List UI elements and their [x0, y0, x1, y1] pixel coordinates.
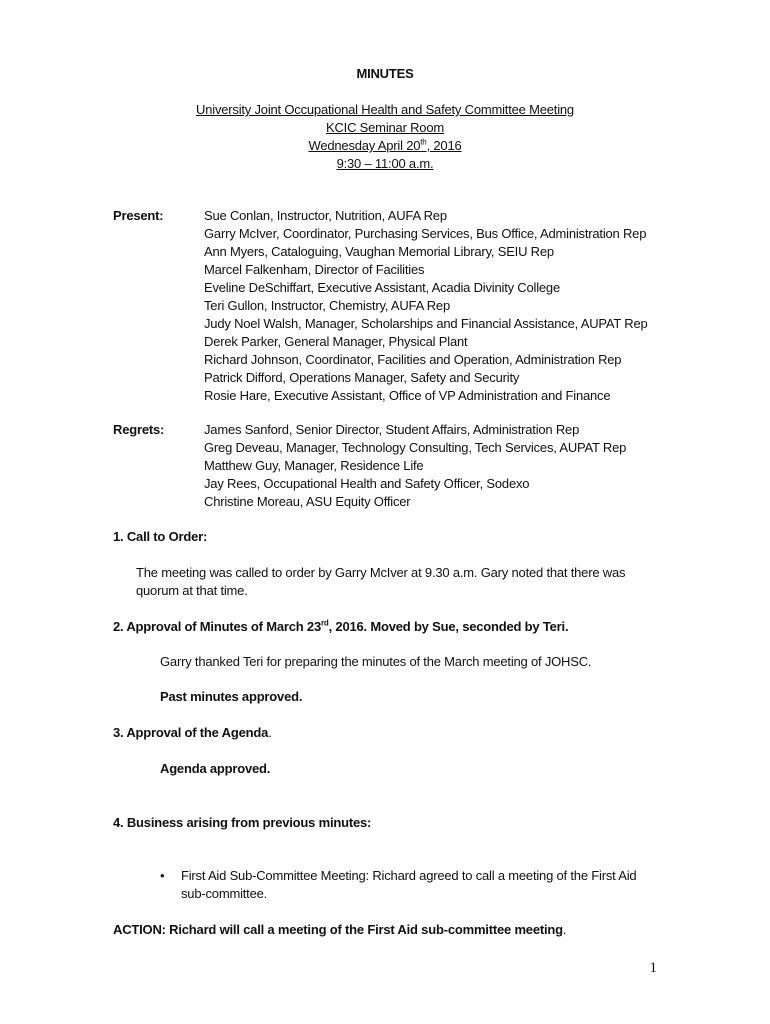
meeting-time: 9:30 – 11:00 a.m. [336, 156, 434, 171]
attendee: Teri Gullon, Instructor, Chemistry, AUFA Rep [204, 298, 450, 313]
item4-bullet-line1: First Aid Sub-Committee Meeting: Richard agreed to call a meeting of the First Aid [181, 868, 637, 883]
regret-entry: James Sanford, Senior Director, Student Affairs, Administration Rep [204, 422, 580, 437]
attendee: Marcel Falkenham, Director of Facilities [204, 262, 425, 277]
regrets-label: Regrets: [113, 422, 165, 437]
page-number: 1 [649, 960, 657, 976]
meeting-room: KCIC Seminar Room [326, 120, 444, 135]
meeting-name: University Joint Occupational Health and Safety Committee Meeting [196, 102, 574, 117]
attendee: Ann Myers, Cataloguing, Vaughan Memorial Library, SEIU Rep [204, 244, 554, 259]
item3-result: Agenda approved. [160, 761, 271, 776]
regret-entry: Christine Moreau, ASU Equity Officer [204, 494, 411, 509]
present-label: Present: [113, 208, 164, 223]
attendee: Garry McIver, Coordinator, Purchasing Services, Bus Office, Administration Rep [204, 226, 647, 241]
item1-text-line1: The meeting was called to order by Garry McIver at 9.30 a.m. Gary noted that there was [136, 565, 626, 580]
item2-heading: 2. Approval of Minutes of March 23rd, 2016. Moved by Sue, seconded by Teri. [113, 618, 569, 634]
attendee: Eveline DeSchiffart, Executive Assistant, Acadia Divinity College [204, 280, 560, 295]
document-title: MINUTES [356, 66, 414, 81]
item4-heading: 4. Business arising from previous minutes: [113, 815, 372, 830]
regret-entry: Matthew Guy, Manager, Residence Life [204, 458, 424, 473]
regret-entry: Jay Rees, Occupational Health and Safety Officer, Sodexo [204, 476, 530, 491]
bullet-dot: • [160, 868, 165, 883]
attendee: Richard Johnson, Coordinator, Facilities and Operation, Administration Rep [204, 352, 622, 367]
item2-result: Past minutes approved. [160, 689, 303, 704]
present-list [204, 207, 648, 405]
item4-bullet-line2: sub-committee. [181, 886, 268, 901]
attendee: Judy Noel Walsh, Manager, Scholarships and Financial Assistance, AUPAT Rep [204, 316, 648, 331]
attendee: Derek Parker, General Manager, Physical Plant [204, 334, 468, 349]
attendee: Patrick Difford, Operations Manager, Safety and Security [204, 370, 520, 385]
item1-heading: 1. Call to Order: [113, 529, 208, 544]
regret-entry: Greg Deveau, Manager, Technology Consulting, Tech Services, AUPAT Rep [204, 440, 627, 455]
action-item: ACTION: Richard will call a meeting of the First Aid sub-committee meeting. [113, 922, 567, 937]
item1-text-line2: quorum at that time. [136, 583, 248, 598]
regrets-list [204, 421, 626, 511]
attendee: Rosie Hare, Executive Assistant, Office of VP Administration and Finance [204, 388, 611, 403]
attendee: Sue Conlan, Instructor, Nutrition, AUFA Rep [204, 208, 447, 223]
item2-text: Garry thanked Teri for preparing the minutes of the March meeting of JOHSC. [160, 654, 592, 669]
item3-heading: 3. Approval of the Agenda. [113, 725, 272, 740]
meeting-date: Wednesday April 20th, 2016 [308, 137, 462, 153]
